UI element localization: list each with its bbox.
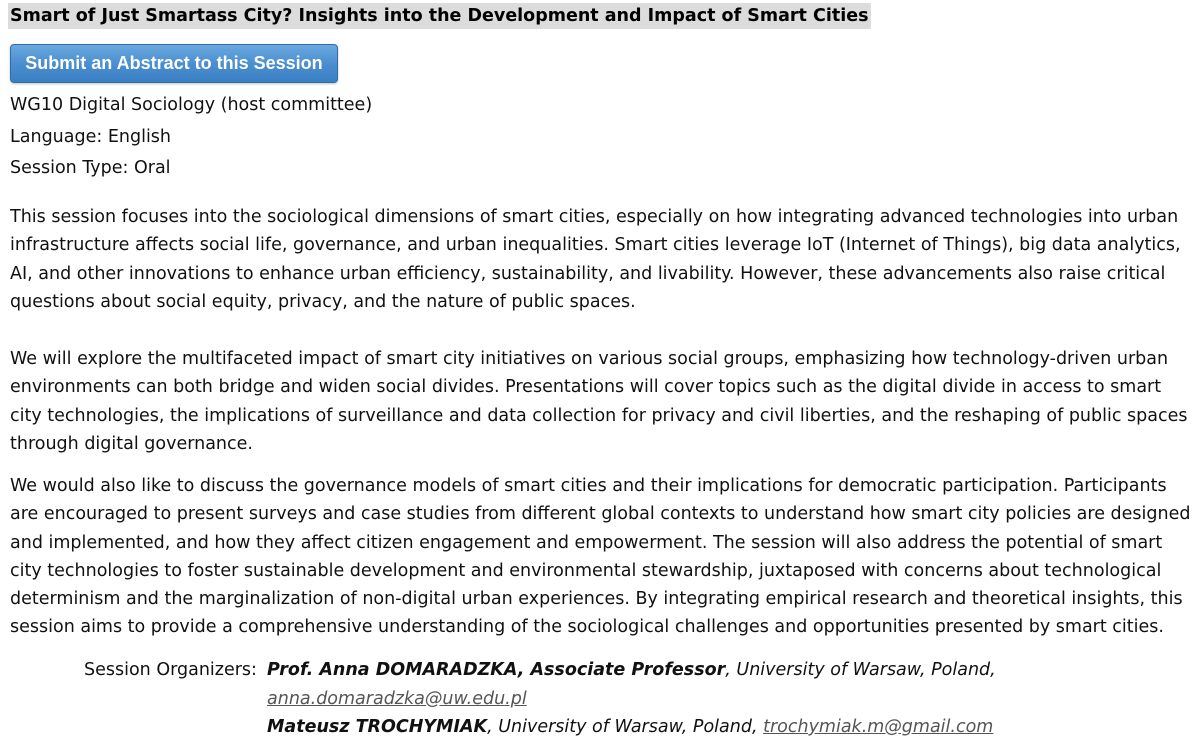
organizer-entry [267,656,1027,685]
host-committee: WG10 Digital Sociology (host committee) [10,95,373,115]
organizers-list [267,656,1027,742]
description-paragraph-3: We would also like to discuss the governance models of smart cities and their implications for democratic participation. Participants are encouraged to present surveys and case studies from different global contexts to understand how smart city policies are designed and implemented, and how they affect citizen engagement and empowerment. The session will also address the potential of smart city technologies to foster sustainable development and environmental stewardship, juxtaposed with concerns about technological determinism and the marginalization of non-digital urban experiences. By integrating empirical research and theoretical insights, this session aims to provide a comprehensive understanding of the sociological challenges and opportunities presented by smart cities. [10,476,1191,638]
description-paragraph-1: This session focuses into the sociological dimensions of smart cities, especially on how integrating advanced technologies into urban infrastructure affects social life, governance, and urban inequalities. Smart cities leverage IoT (Internet of Things), big data analytics, AI, and other innovations to enhance urban efficiency, sustainability, and livability. However, these advancements also raise critical questions about social equity, privacy, and the nature of public spaces. [10,207,1181,312]
session-language: Language: English [10,127,172,147]
submit-abstract-button[interactable]: Submit an Abstract to this Session [10,44,338,83]
organizer-email-link[interactable]: anna.domaradzka@uw.edu.pl [267,688,527,709]
description-paragraph-2: We will explore the multifaceted impact of smart city initiatives on various social groups, emphasizing how technology-driven urban environments can both bridge and widen social divides. Presentations will cover topics such as the digital divide in access to smart city technologies, the implications of surveillance and data collection for privacy and civil liberties, and the reshaping of public spaces through digital governance. [10,349,1188,454]
organizer-affiliation: , University of Warsaw, Poland, [487,717,764,737]
organizer-name: Prof. Anna DOMARADZKA, Associate Professor [267,660,726,680]
session-title: Smart of Just Smartass City? Insights into the Development and Impact of Smart Cities [8,3,871,29]
organizer-affiliation: , University of Warsaw, Poland, [725,660,996,680]
organizer-email-link[interactable]: trochymiak.m@gmail.com [763,717,994,737]
session-type: Session Type: Oral [10,158,171,178]
organizer-entry [267,713,1027,742]
organizer-name: Mateusz TROCHYMIAK [267,717,488,737]
organizers-label: Session Organizers: [84,660,257,680]
organizer-email-row [267,685,1027,714]
